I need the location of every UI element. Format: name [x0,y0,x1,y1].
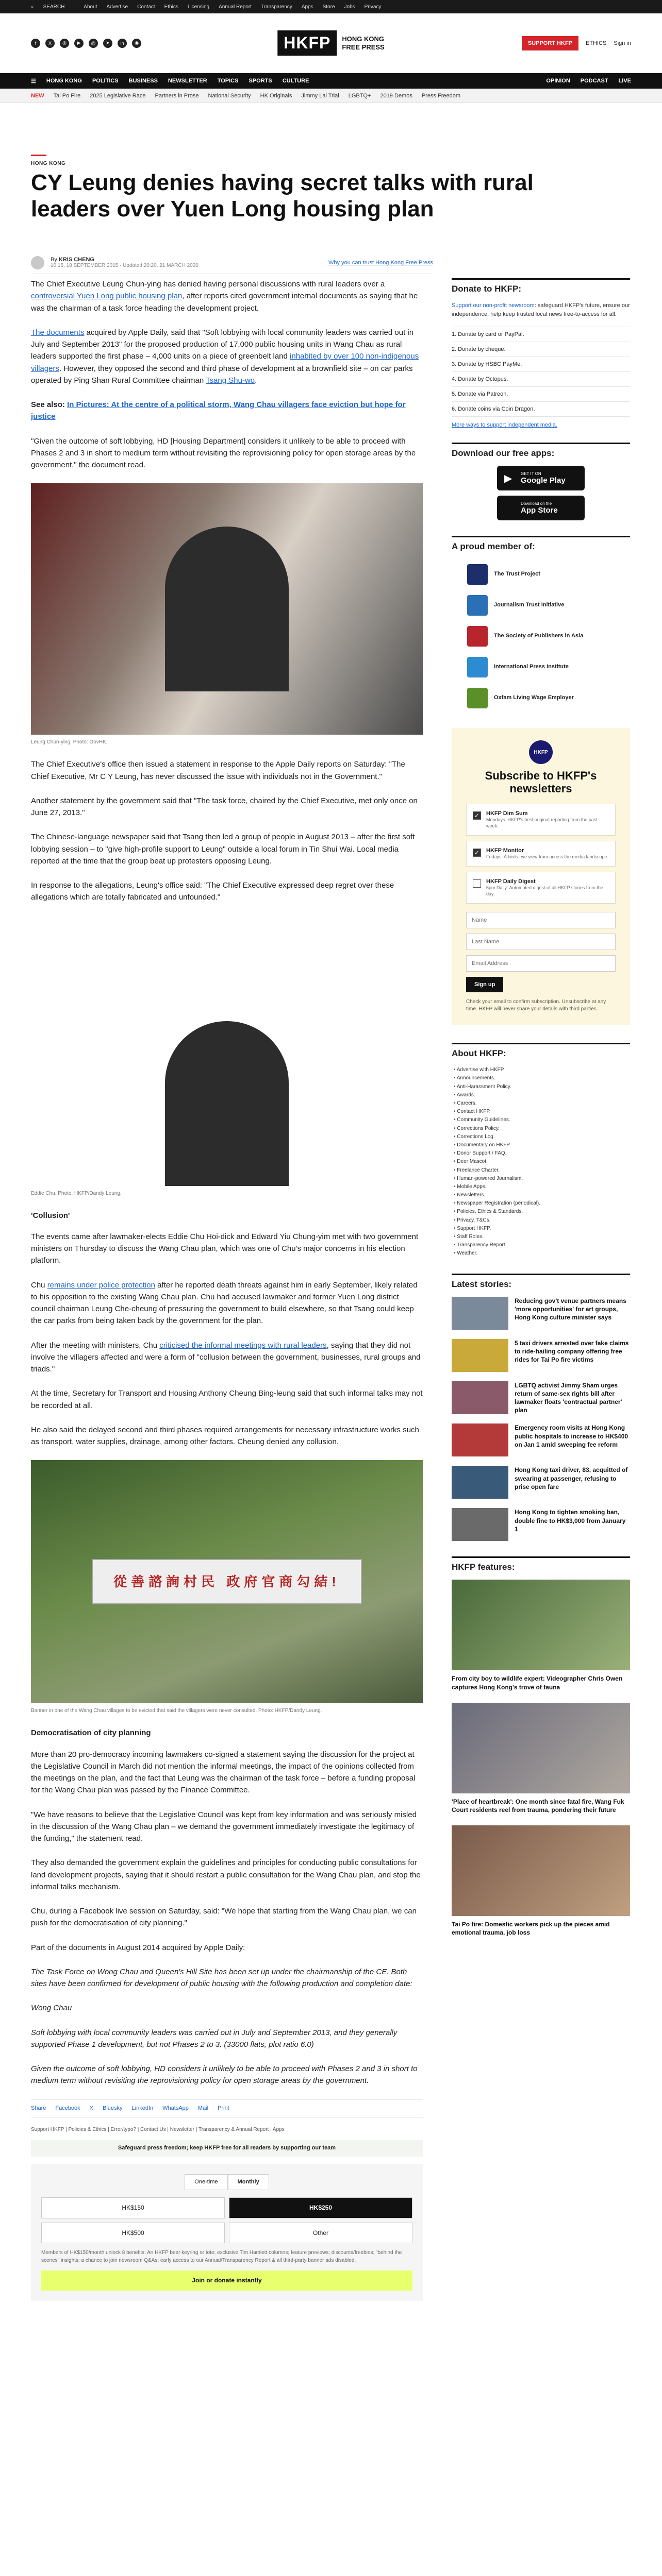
sopa-logo [467,626,488,647]
topbar-link[interactable]: Advertise [106,4,128,10]
about-link[interactable]: • Freelance Charter. [454,1166,630,1175]
site-logo[interactable] [277,30,384,56]
more-ways-link[interactable]: More ways to support independent media. [452,422,557,428]
protest-banner: 從善諮詢村民 政府官商勾結! [92,1559,362,1604]
topbar-link[interactable]: Transparency [261,4,292,10]
trending-link[interactable]: Press Freedom [421,92,461,99]
site-header [0,13,662,73]
trending-link[interactable]: 2019 Demos [380,92,412,99]
signin-link[interactable]: Sign in [614,40,631,46]
latest-story[interactable]: Hong Kong to tighten smoking ban, double fine to HK$3,000 from January 1 [452,1508,630,1541]
about-link[interactable]: • Corrections Policy. [454,1125,630,1133]
see-also-link[interactable]: In Pictures: At the centre of a political storm, Wang Chau villagers face eviction but hope for justice [31,400,406,421]
member-item[interactable]: Oxfam Living Wage Employer [452,683,630,714]
paragraph: They also demanded the government explain the guidelines and principles for conducting public consultations for land development projects, saying that it should restart a public consultation for the Wang Chau plan, and stop the informal talks mechanism. [31,1858,421,1891]
paragraph: After the meeting with ministers, Chu criticised the informal meetings with rural leaders, saying that they did not involve the villagers affected and were a form of "collusion between the government, businesses, rural groups and triads." [31,1341,421,1374]
share-print[interactable]: Print [218,2105,229,2111]
paragraph: The Chief Executive Leung Chun-ying has denied having personal discussions with rural leaders over a controversial Yuen Long public housing plan, after reports cited government internal documents as saying that he was the chairman of a task force heading the development project. [31,280,418,313]
trust-project-logo [467,564,488,585]
about-link[interactable]: • Advertise with HKFP. [454,1066,630,1074]
feature-item[interactable]: Tai Po fire: Domestic workers pick up the pieces amid emotional trauma, job loss [452,1825,630,1937]
photo-caption: Eddie Chu. Photo: HKFP/Dandy Leung. [31,1190,122,1196]
about-link[interactable]: • Newspaper Registration (periodical). [454,1199,630,1208]
telegram-icon[interactable]: ➤ [103,39,112,48]
nav-item[interactable]: PODCAST [580,78,608,84]
about-link[interactable]: • Human-powered Journalism. [454,1175,630,1183]
about-link[interactable]: • Documentary on HKFP. [454,1141,630,1149]
photo-caption: Leung Chun-ying. Photo: GovHK. [31,739,108,745]
paragraph: Chu remains under police protection after he reported death threats against him in early September, likely related to his opposition to the existing Wang Chau plan. Chu had accused lawmaker and former Yuen Long district council chairman Leung Che-cheung of pressuring the government to build elsewhere, so that Tsang could keep the car parks from being taken back by the government for the plan. [31,1280,418,1326]
nav-item[interactable]: CULTURE [282,78,309,84]
share-x[interactable]: X [89,2105,94,2111]
trending-link[interactable]: Jimmy Lai Trial [301,92,339,99]
paragraph: In response to the allegations, Leung's office said: "The Chief Executive expressed deep regret over these allegations which are totally fabricated and unfounded." [31,881,394,902]
about-link[interactable]: • Transparency Report. [454,1241,630,1249]
latest-story[interactable]: Reducing gov't venue partners means 'more opportunities' for art groups, Hong Kong culture minister says [452,1297,630,1330]
newsletter-option[interactable]: ✓ HKFP Monitor Fridays: A birds-eye view from across the media landscape. [466,841,616,867]
latest-story[interactable]: LGBTQ activist Jimmy Sham urges return of same-sex rights bill after lawmaker floats 'contractual partner' plan [452,1381,630,1415]
category-accent [31,155,46,156]
newsletter-note: Check your email to confirm subscription. Unsubscribe at any time. HKFP will never share your details with third parties. [466,999,606,1012]
paragraph: The Chinese-language newspaper said that Tsang then led a group of people in August 2013 – after the first soft lobbying session – to "give high-profile support to Leung" outside a local forum in Tin Shui Wai. Local media reported at the time that the group beat up protesters opposing Leung. [31,833,415,866]
nav-item[interactable]: SPORTS [249,78,272,84]
play-store-icon: ▶ [504,473,512,484]
member-item[interactable]: International Press Institute [452,652,630,683]
latest-story[interactable]: Hong Kong taxi driver, 83, acquitted of swearing at passenger, refusing to prise open fare [452,1466,630,1499]
trending-link[interactable]: Tai Po Fire [53,92,81,99]
feature-item[interactable]: 'Place of heartbreak': One month since fatal fire, Wang Fuk Court residents reel from trauma, pondering their future [452,1703,630,1814]
story-thumbnail [452,1466,508,1499]
topbar-link[interactable]: Privacy [364,4,382,10]
topbar-link[interactable]: Apps [301,4,313,10]
member-item[interactable]: Journalism Trust Initiative [452,590,630,621]
amount-option[interactable]: HK$500 [41,2223,225,2244]
inline-link[interactable]: criticised the informal meetings with rural leaders [159,1341,327,1350]
donate-options [452,327,630,417]
top-utility-bar [0,0,662,13]
share-label: Share [31,2105,46,2111]
rss-icon[interactable]: ◉ [132,39,141,48]
about-link[interactable]: • Corrections Log. [454,1133,630,1141]
about-link[interactable]: • Staff Roles. [454,1233,630,1241]
donate-option[interactable]: 4. Donate by Octopus. [452,372,630,387]
about-link[interactable]: • Contact HKFP. [454,1108,630,1116]
feature-image [452,1825,630,1916]
email-field[interactable] [466,955,616,972]
feature-image [452,1703,630,1793]
membership-note: Members of HK$150/month unlock 8 benefits: An HKFP beer keyring or tote; exclusive Tim Hamlett columns; feature previews; discounts/freebies; "behind the scenes" insights; a chance to join newsroom Q&As; early access to our Annual/Transparency Report & all third-party banner ads disabled. [41,2250,402,2263]
share-mail[interactable]: Mail [197,2105,209,2111]
menu-icon[interactable]: ☰ [31,78,36,84]
quoted-document: The Task Force on Wong Chau and Queen's Hill Site has been set up under the chairmanship of the CE. Both sites have been confirmed for development of public housing with the following production and completion date: [31,1967,412,1988]
story-thumbnail [452,1508,508,1541]
ipi-logo [467,657,488,677]
about-link[interactable]: • Policies, Ethics & Standards. [454,1208,630,1216]
inline-link[interactable]: The documents [31,328,85,337]
topbar-link[interactable]: About [84,4,97,10]
checkbox-unchecked[interactable] [473,879,481,888]
story-thumbnail [452,1339,508,1372]
inline-link[interactable]: controversial Yuen Long public housing plan [31,292,183,301]
search-icon[interactable]: ⌕ [31,4,34,10]
see-also: See also: In Pictures: At the centre of a political storm, Wang Chau villagers face eviction but hope for justice [31,400,406,421]
nav-item[interactable]: BUSINESS [128,78,158,84]
support-links[interactable]: Support HKFP | Policies & Ethics | Error/typo? | Contact Us | Newsletter | Transparency & Annual Report | Apps [31,2126,285,2132]
latest-story[interactable]: Emergency room visits at Hong Kong public hospitals to increase to HK$400 on Jan 1 amid sweeping fee reform [452,1423,630,1456]
portrait-figure [165,527,289,691]
share-bluesky[interactable]: Bluesky [103,2105,123,2111]
about-link[interactable]: • Mobile Apps. [454,1183,630,1191]
share-whatsapp[interactable]: WhatsApp [162,2105,189,2111]
amount-option[interactable]: HK$150 [41,2197,225,2218]
member-item[interactable]: The Society of Publishers in Asia [452,621,630,652]
article-category[interactable]: HONG KONG [31,161,66,166]
checkbox-checked[interactable]: ✓ [473,849,481,857]
byline: By KRIS CHENG [51,257,94,263]
amount-option-selected[interactable]: HK$250 [229,2197,412,2218]
about-link[interactable]: • Deer Mascot. [454,1158,630,1166]
logo-wordmark: HONG KONG FREE PRESS [342,35,385,51]
threads-icon[interactable]: @ [89,39,98,48]
paragraph: At the time, Secretary for Transport and Housing Anthony Cheung Bing-leung said that such informal talks may not be recorded at all. [31,1389,423,1410]
amount-grid [41,2197,412,2243]
newsletter-title: Subscribe to HKFP's newsletters [485,769,597,795]
new-label: NEW [31,92,44,99]
about-link[interactable]: • Support HKFP. [454,1225,630,1233]
share-facebook[interactable]: Facebook [55,2105,80,2111]
nav-item[interactable]: POLITICS [92,78,119,84]
newsletter-option[interactable]: ✓ HKFP Dim Sum Mondays: HKFP's best original reporting from the past week. [466,804,616,836]
paragraph: He also said the delayed second and third phases required arrangements for necessary infrastructure works such as transport, water supplies, drainage, among other factors. Cheung denied any collusion. [31,1425,419,1446]
name-field[interactable] [466,912,616,928]
signup-button[interactable]: Sign up [466,977,503,992]
story-thumbnail [452,1381,508,1414]
trending-link[interactable]: 2025 Legislative Race [90,92,146,99]
safeguard-banner[interactable]: Safeguard press freedom; keep HKFP free for all readers by supporting our team [31,2140,423,2157]
inline-link[interactable]: inhabited by over 100 non-indigenous villagers [31,352,419,373]
section-heading: Democratisation of city planning [31,1728,151,1738]
paragraph: The Chief Executive's office then issued a statement in response to the Apple Daily reports on Saturday: "The Chief Executive, Mr C Y Leung, has never discussed the issue with individuals not in the Government." [31,760,405,781]
article-dates: 10:15, 18 SEPTEMBER 2015 · Updated 20:20, 21 MARCH 2020 [51,263,198,268]
share-row [31,2099,423,2117]
amount-option[interactable]: Other [229,2223,412,2244]
topbar-link[interactable]: Annual Report [219,4,252,10]
about-heading: About HKFP: [452,1043,630,1059]
last-name-field[interactable] [466,934,616,950]
paragraph: "We have reasons to believe that the Legislative Council was kept from key information and was seriously misled in the discussion of the Wang Chau plan – we demand the government immediately investigate the legitimacy of the funding," the statement read. [31,1810,417,1843]
apps-heading: Download our free apps: [452,443,630,459]
support-hkfp-button[interactable]: SUPPORT HKFP [522,36,578,50]
member-heading: A proud member of: [452,536,630,552]
feature-item[interactable]: From city boy to wildlife expert: Videographer Chris Owen captures Hong Kong's trove of fauna [452,1580,630,1691]
ethics-link[interactable]: ETHICS [586,40,607,46]
about-link[interactable]: • Careers. [454,1099,630,1108]
newsletter-option[interactable]: HKFP Daily Digest 5pm Daily: Automated digest of all HKFP stories from the day. [466,872,616,904]
share-linkedin[interactable]: LinkedIn [131,2105,154,2111]
latest-story[interactable]: 5 taxi drivers arrested over fake claims to ride-hailing company offering free rides for Tai Po fire victims [452,1339,630,1372]
join-donate-button[interactable]: Join or donate instantly [41,2270,412,2291]
about-list [452,1066,630,1258]
member-item[interactable]: The Trust Project [452,559,630,590]
inline-donate-box [31,2164,423,2301]
about-link[interactable]: • Privacy, T&Cs. [454,1216,630,1225]
quoted-document: Given the outcome of soft lobbying, HD considers it unlikely to be able to proceed with Phases 2 and 3 in short to medium term without revisiting the reprovisioning policy for open storage areas by the government. [31,2064,418,2086]
hkfp-badge-icon: HKFP [529,740,553,764]
article-headline: CY Leung denies having secret talks with rural leaders over Yuen Long housing plan [31,170,534,222]
nav-item[interactable]: TOPICS [217,78,239,84]
author-name[interactable]: KRIS CHENG [58,257,94,263]
about-link[interactable]: • Awards. [454,1091,630,1099]
topbar-link[interactable]: Store [322,4,335,10]
logo-mark: HKFP [277,30,337,56]
tab-monthly[interactable]: Monthly [228,2174,269,2190]
sidebar [452,278,630,1948]
about-link[interactable]: • Donor Support / FAQ. [454,1149,630,1158]
topbar-link[interactable]: Contact [137,4,155,10]
nav-item[interactable]: LIVE [618,78,631,84]
about-link[interactable]: • Community Guidelines. [454,1116,630,1124]
story-thumbnail [452,1297,508,1330]
nav-item[interactable]: OPINION [546,78,570,84]
trending-bar [0,89,662,103]
nav-item[interactable]: NEWSLETTER [168,78,207,84]
donate-blurb: Support our non-profit newsroom: safeguard HKFP's future, ensure our independence, help keep trusted local news free-to-access for all. [452,302,630,317]
quoted-document: Wong Chau [31,2004,72,2013]
paragraph: Part of the documents in August 2014 acquired by Apple Daily: [31,1943,245,1952]
donate-option[interactable]: 3. Donate by HSBC PayMe. [452,357,630,372]
donate-option[interactable]: 2. Donate by cheque. [452,342,630,357]
paragraph: The documents acquired by Apple Daily, said that "Soft lobbying with local community leaders was carried out in July and September 2013" for the proposed production of 17,000 public housing units in Wang Chau as rural leaders supported the first phase – 4,000 units on a piece of greenbelt land inhabited by over 100 non-indigenous villagers. However, they opposed the second and third phase of development at a brownfield site – on car parks operated by Ping Shan Rural Committee chairman Tsang Shu-wo. [31,328,419,385]
linkedin-icon[interactable]: in [118,39,127,48]
section-heading: 'Collusion' [31,1211,70,1220]
paragraph: "Given the outcome of soft lobbying, HD [Housing Department] considers it unlikely to be able to proceed with Phases 2 and 3 in short to medium term without revisiting the reprovisioning policy for open storage areas by the government," the document read. [31,436,416,469]
donate-link[interactable]: Support our non-profit newsroom [452,302,535,309]
about-link[interactable]: • Newsletters. [454,1191,630,1199]
feature-image [452,1580,630,1670]
features-heading: HKFP features: [452,1556,630,1572]
paragraph: The events came after lawmaker-elects Eddie Chu Hoi-dick and Edward Yiu Chung-yim met with two government ministers on Thursday to discuss the Wang Chau plan, which was one of Chu's major concerns in his election platform. [31,1232,419,1265]
trending-link[interactable]: LGBTQ+ [348,92,371,99]
instagram-icon[interactable]: ◎ [60,39,69,48]
app-store-button[interactable]: Download on the App Store [497,496,585,520]
paragraph: Another statement by the government said that "The task force, chaired by the Chief Executive, met only once on June 27, 2013." [31,796,418,817]
about-link[interactable]: • Anti-Harassment Policy. [454,1083,630,1091]
topbar-link[interactable]: Ethics [164,4,178,10]
story-thumbnail [452,1423,508,1456]
nav-item[interactable]: HONG KONG [46,78,82,84]
x-icon[interactable]: X [45,39,55,48]
header-actions [522,36,631,50]
latest-heading: Latest stories: [452,1274,630,1290]
portrait-figure [165,1021,289,1186]
donate-option[interactable]: 6. Donate coins via Coin Dragon. [452,402,630,417]
quoted-document: Soft lobbying with local community leaders was carried out in July and September 2013, and they generally supported Phase 1 development, but not Phases 2 to 3. (33000 flats, plot ratio 6.0) [31,2028,398,2049]
trust-link[interactable]: Why you can trust Hong Kong Free Press [328,259,433,266]
photo-eddie-chu [31,916,423,1186]
jti-logo [467,595,488,616]
oxfam-logo [467,688,488,708]
social-links [31,39,141,48]
paragraph: Chu, during a Facebook live session on Saturday, said: "We hope that starting from the Wang Chau plan, we can push for the democratisation of city planning." [31,1907,417,1928]
donate-option[interactable]: 1. Donate by card or PayPal. [452,327,630,342]
google-play-button[interactable]: ▶ GET IT ON Google Play [497,466,585,490]
byline-row [31,257,433,274]
facebook-icon[interactable]: f [31,39,40,48]
trending-link[interactable]: Partners in Prose [155,92,199,99]
main-nav [0,73,662,89]
youtube-icon[interactable]: ▶ [74,39,84,48]
about-link[interactable]: • Announcements. [454,1074,630,1082]
photo-leung [31,483,423,735]
photo-caption: Banner in one of the Wang Chau villages to be evicted that said the villagers were never consulted. Photo: HKFP/Dandy Leung. [31,1708,322,1714]
photo-village-banner [31,1460,423,1703]
donate-heading: Donate to HKFP: [452,278,630,294]
inline-link[interactable]: Tsang Shu-wo [206,376,255,385]
article-body [31,278,423,2301]
trending-link[interactable]: HK Originals [260,92,292,99]
topbar-link[interactable]: Licensing [187,4,210,10]
author-avatar [31,256,44,269]
topbar-link[interactable]: Jobs [344,4,355,10]
newsletter-box [452,728,630,1025]
paragraph: More than 20 pro-democracy incoming lawmakers co-signed a statement saying the discussion for the project at the Legislative Council in March did not mention the informal meetings, the impact of the opinions collected from the meetings on the plan, and the fact that Leung was the chairman of the task force – before a funding proposal for the Wang Chau plan was passed by the Finance Committee. [31,1750,416,1795]
donate-option[interactable]: 5. Donate via Patreon. [452,387,630,402]
trending-link[interactable]: National Security [208,92,251,99]
about-link[interactable]: • Weather. [454,1249,630,1258]
topbar-link[interactable]: SEARCH [43,4,65,10]
inline-link[interactable]: remains under police protection [47,1280,155,1290]
checkbox-checked[interactable]: ✓ [473,811,481,820]
frequency-tabs [41,2174,412,2190]
tab-one-time[interactable]: One-time [185,2174,227,2190]
